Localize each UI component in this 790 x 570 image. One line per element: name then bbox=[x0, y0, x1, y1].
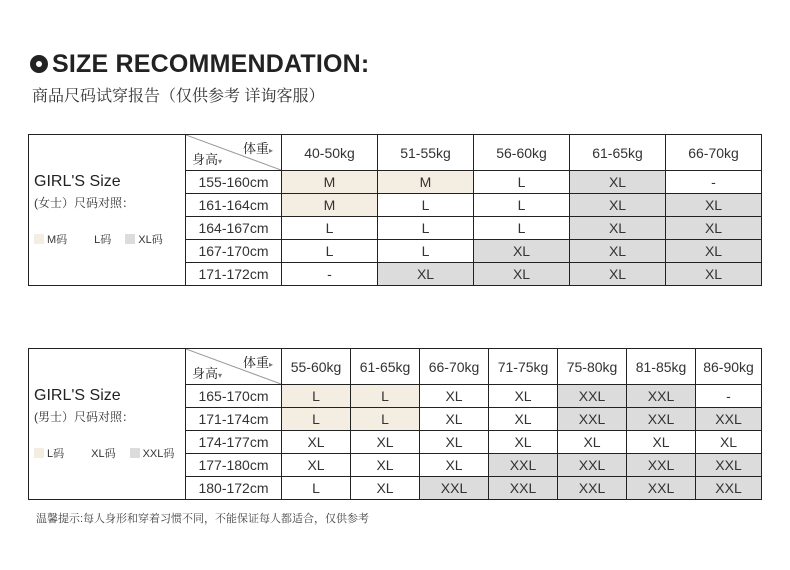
size-cell: XL bbox=[474, 240, 570, 263]
size-cell: XL bbox=[420, 385, 489, 408]
size-cell: XXL bbox=[420, 477, 489, 500]
size-cell: L bbox=[474, 171, 570, 194]
size-cell: XXL bbox=[558, 454, 627, 477]
size-cell: L bbox=[474, 194, 570, 217]
height-row-header: 171-172cm bbox=[186, 263, 282, 286]
size-cell: XXL bbox=[627, 477, 696, 500]
weight-column-header: 66-70kg bbox=[666, 135, 762, 171]
size-cell: XL bbox=[489, 385, 558, 408]
weight-column-header: 75-80kg bbox=[558, 349, 627, 385]
legend bbox=[34, 231, 185, 247]
height-row-header: 164-167cm bbox=[186, 217, 282, 240]
weight-column-header: 56-60kg bbox=[474, 135, 570, 171]
size-cell: L bbox=[378, 240, 474, 263]
legend-item bbox=[125, 231, 162, 247]
weight-column-header: 81-85kg bbox=[627, 349, 696, 385]
size-cell: XXL bbox=[558, 385, 627, 408]
legend-item bbox=[130, 445, 175, 461]
table-title: GIRL'S Size bbox=[34, 173, 121, 190]
height-row-header: 177-180cm bbox=[186, 454, 282, 477]
height-row-header: 171-174cm bbox=[186, 408, 282, 431]
size-cell: XL bbox=[351, 431, 420, 454]
weight-column-header: 51-55kg bbox=[378, 135, 474, 171]
legend-label: L码 bbox=[94, 234, 112, 246]
size-cell: XXL bbox=[627, 408, 696, 431]
size-cell: XL bbox=[666, 194, 762, 217]
size-cell: XXL bbox=[558, 477, 627, 500]
arrow-right-icon: ▸ bbox=[268, 360, 273, 369]
legend-swatch bbox=[34, 448, 44, 458]
weight-column-header: 71-75kg bbox=[489, 349, 558, 385]
size-cell: L bbox=[474, 217, 570, 240]
legend-swatch bbox=[130, 448, 140, 458]
size-cell: XXL bbox=[696, 454, 762, 477]
table-label bbox=[29, 135, 186, 286]
size-cell: M bbox=[378, 171, 474, 194]
legend-label: M码 bbox=[47, 234, 68, 246]
height-row-header: 167-170cm bbox=[186, 240, 282, 263]
legend-item bbox=[34, 231, 67, 247]
legend-item bbox=[78, 445, 115, 461]
size-cell: XXL bbox=[489, 477, 558, 500]
table-subtitle: (女士）尺码对照： bbox=[34, 196, 134, 210]
arrow-down-icon: ▾ bbox=[218, 157, 223, 166]
size-cell: XL bbox=[489, 408, 558, 431]
size-cell: XL bbox=[627, 431, 696, 454]
size-cell: L bbox=[351, 385, 420, 408]
legend-swatch bbox=[81, 234, 91, 244]
page-subtitle: 商品尺码试穿报告（仅供参考 详询客服） bbox=[32, 88, 325, 105]
size-cell: XL bbox=[420, 408, 489, 431]
footer-tip: 温馨提示:每人身形和穿着习惯不同，不能保证每人都适合，仅供参考 bbox=[36, 513, 370, 525]
disc-icon bbox=[30, 55, 48, 73]
size-cell: - bbox=[666, 171, 762, 194]
size-cell: M bbox=[282, 171, 378, 194]
size-cell: XXL bbox=[627, 385, 696, 408]
legend-label: XL码 bbox=[138, 234, 163, 246]
size-cell: L bbox=[351, 408, 420, 431]
table-subtitle: (男士）尺码对照： bbox=[34, 410, 134, 424]
legend-label: XXL码 bbox=[142, 448, 175, 460]
size-cell: XL bbox=[666, 217, 762, 240]
size-cell: XL bbox=[570, 217, 666, 240]
legend-item bbox=[81, 231, 111, 247]
size-cell: XL bbox=[570, 240, 666, 263]
height-row-header: 155-160cm bbox=[186, 171, 282, 194]
size-cell: XXL bbox=[696, 477, 762, 500]
size-cell: XXL bbox=[558, 408, 627, 431]
size-cell: XL bbox=[570, 194, 666, 217]
size-cell: XL bbox=[696, 431, 762, 454]
weight-column-header: 61-65kg bbox=[570, 135, 666, 171]
table-label bbox=[29, 349, 186, 500]
weight-column-header: 40-50kg bbox=[282, 135, 378, 171]
size-cell: XXL bbox=[627, 454, 696, 477]
table-title: GIRL'S Size bbox=[34, 387, 121, 404]
arrow-down-icon: ▾ bbox=[218, 371, 223, 380]
weight-column-header: 61-65kg bbox=[351, 349, 420, 385]
legend-swatch bbox=[34, 234, 44, 244]
size-cell: XL bbox=[351, 454, 420, 477]
height-label: 身高▾ bbox=[192, 366, 223, 381]
men-size-table bbox=[28, 348, 762, 500]
size-cell: - bbox=[282, 263, 378, 286]
size-cell: L bbox=[282, 408, 351, 431]
size-cell: L bbox=[282, 477, 351, 500]
size-cell: XL bbox=[378, 263, 474, 286]
height-row-header: 180-172cm bbox=[186, 477, 282, 500]
size-cell: XL bbox=[420, 431, 489, 454]
title-row bbox=[30, 49, 369, 79]
height-label: 身高▾ bbox=[192, 152, 223, 167]
legend-label: XL码 bbox=[91, 448, 116, 460]
legend-item bbox=[34, 445, 64, 461]
legend-swatch bbox=[78, 448, 88, 458]
women-size-table bbox=[28, 134, 762, 286]
weight-column-header: 86-90kg bbox=[696, 349, 762, 385]
size-cell: XL bbox=[282, 454, 351, 477]
arrow-right-icon: ▸ bbox=[268, 146, 273, 155]
size-cell: XL bbox=[666, 263, 762, 286]
legend-label: L码 bbox=[47, 448, 65, 460]
weight-label: 体重▸ bbox=[242, 141, 273, 156]
page-title: SIZE RECOMMENDATION: bbox=[52, 49, 370, 78]
weight-column-header: 66-70kg bbox=[420, 349, 489, 385]
size-cell: XXL bbox=[489, 454, 558, 477]
size-cell: XL bbox=[570, 263, 666, 286]
weight-label: 体重▸ bbox=[242, 355, 273, 370]
size-cell: L bbox=[282, 240, 378, 263]
size-cell: XL bbox=[282, 431, 351, 454]
weight-column-header: 55-60kg bbox=[282, 349, 351, 385]
size-cell: XXL bbox=[696, 408, 762, 431]
size-cell: XL bbox=[558, 431, 627, 454]
corner-cell bbox=[186, 135, 282, 171]
height-row-header: 161-164cm bbox=[186, 194, 282, 217]
size-cell: XL bbox=[474, 263, 570, 286]
size-cell: - bbox=[696, 385, 762, 408]
size-cell: XL bbox=[351, 477, 420, 500]
size-cell: XL bbox=[489, 431, 558, 454]
size-cell: L bbox=[282, 385, 351, 408]
size-cell: L bbox=[282, 217, 378, 240]
height-row-header: 165-170cm bbox=[186, 385, 282, 408]
corner-cell bbox=[186, 349, 282, 385]
size-cell: L bbox=[378, 194, 474, 217]
size-cell: M bbox=[282, 194, 378, 217]
height-row-header: 174-177cm bbox=[186, 431, 282, 454]
size-cell: XL bbox=[666, 240, 762, 263]
size-cell: L bbox=[378, 217, 474, 240]
legend-swatch bbox=[125, 234, 135, 244]
size-cell: XL bbox=[420, 454, 489, 477]
size-cell: XL bbox=[570, 171, 666, 194]
legend bbox=[34, 445, 185, 461]
